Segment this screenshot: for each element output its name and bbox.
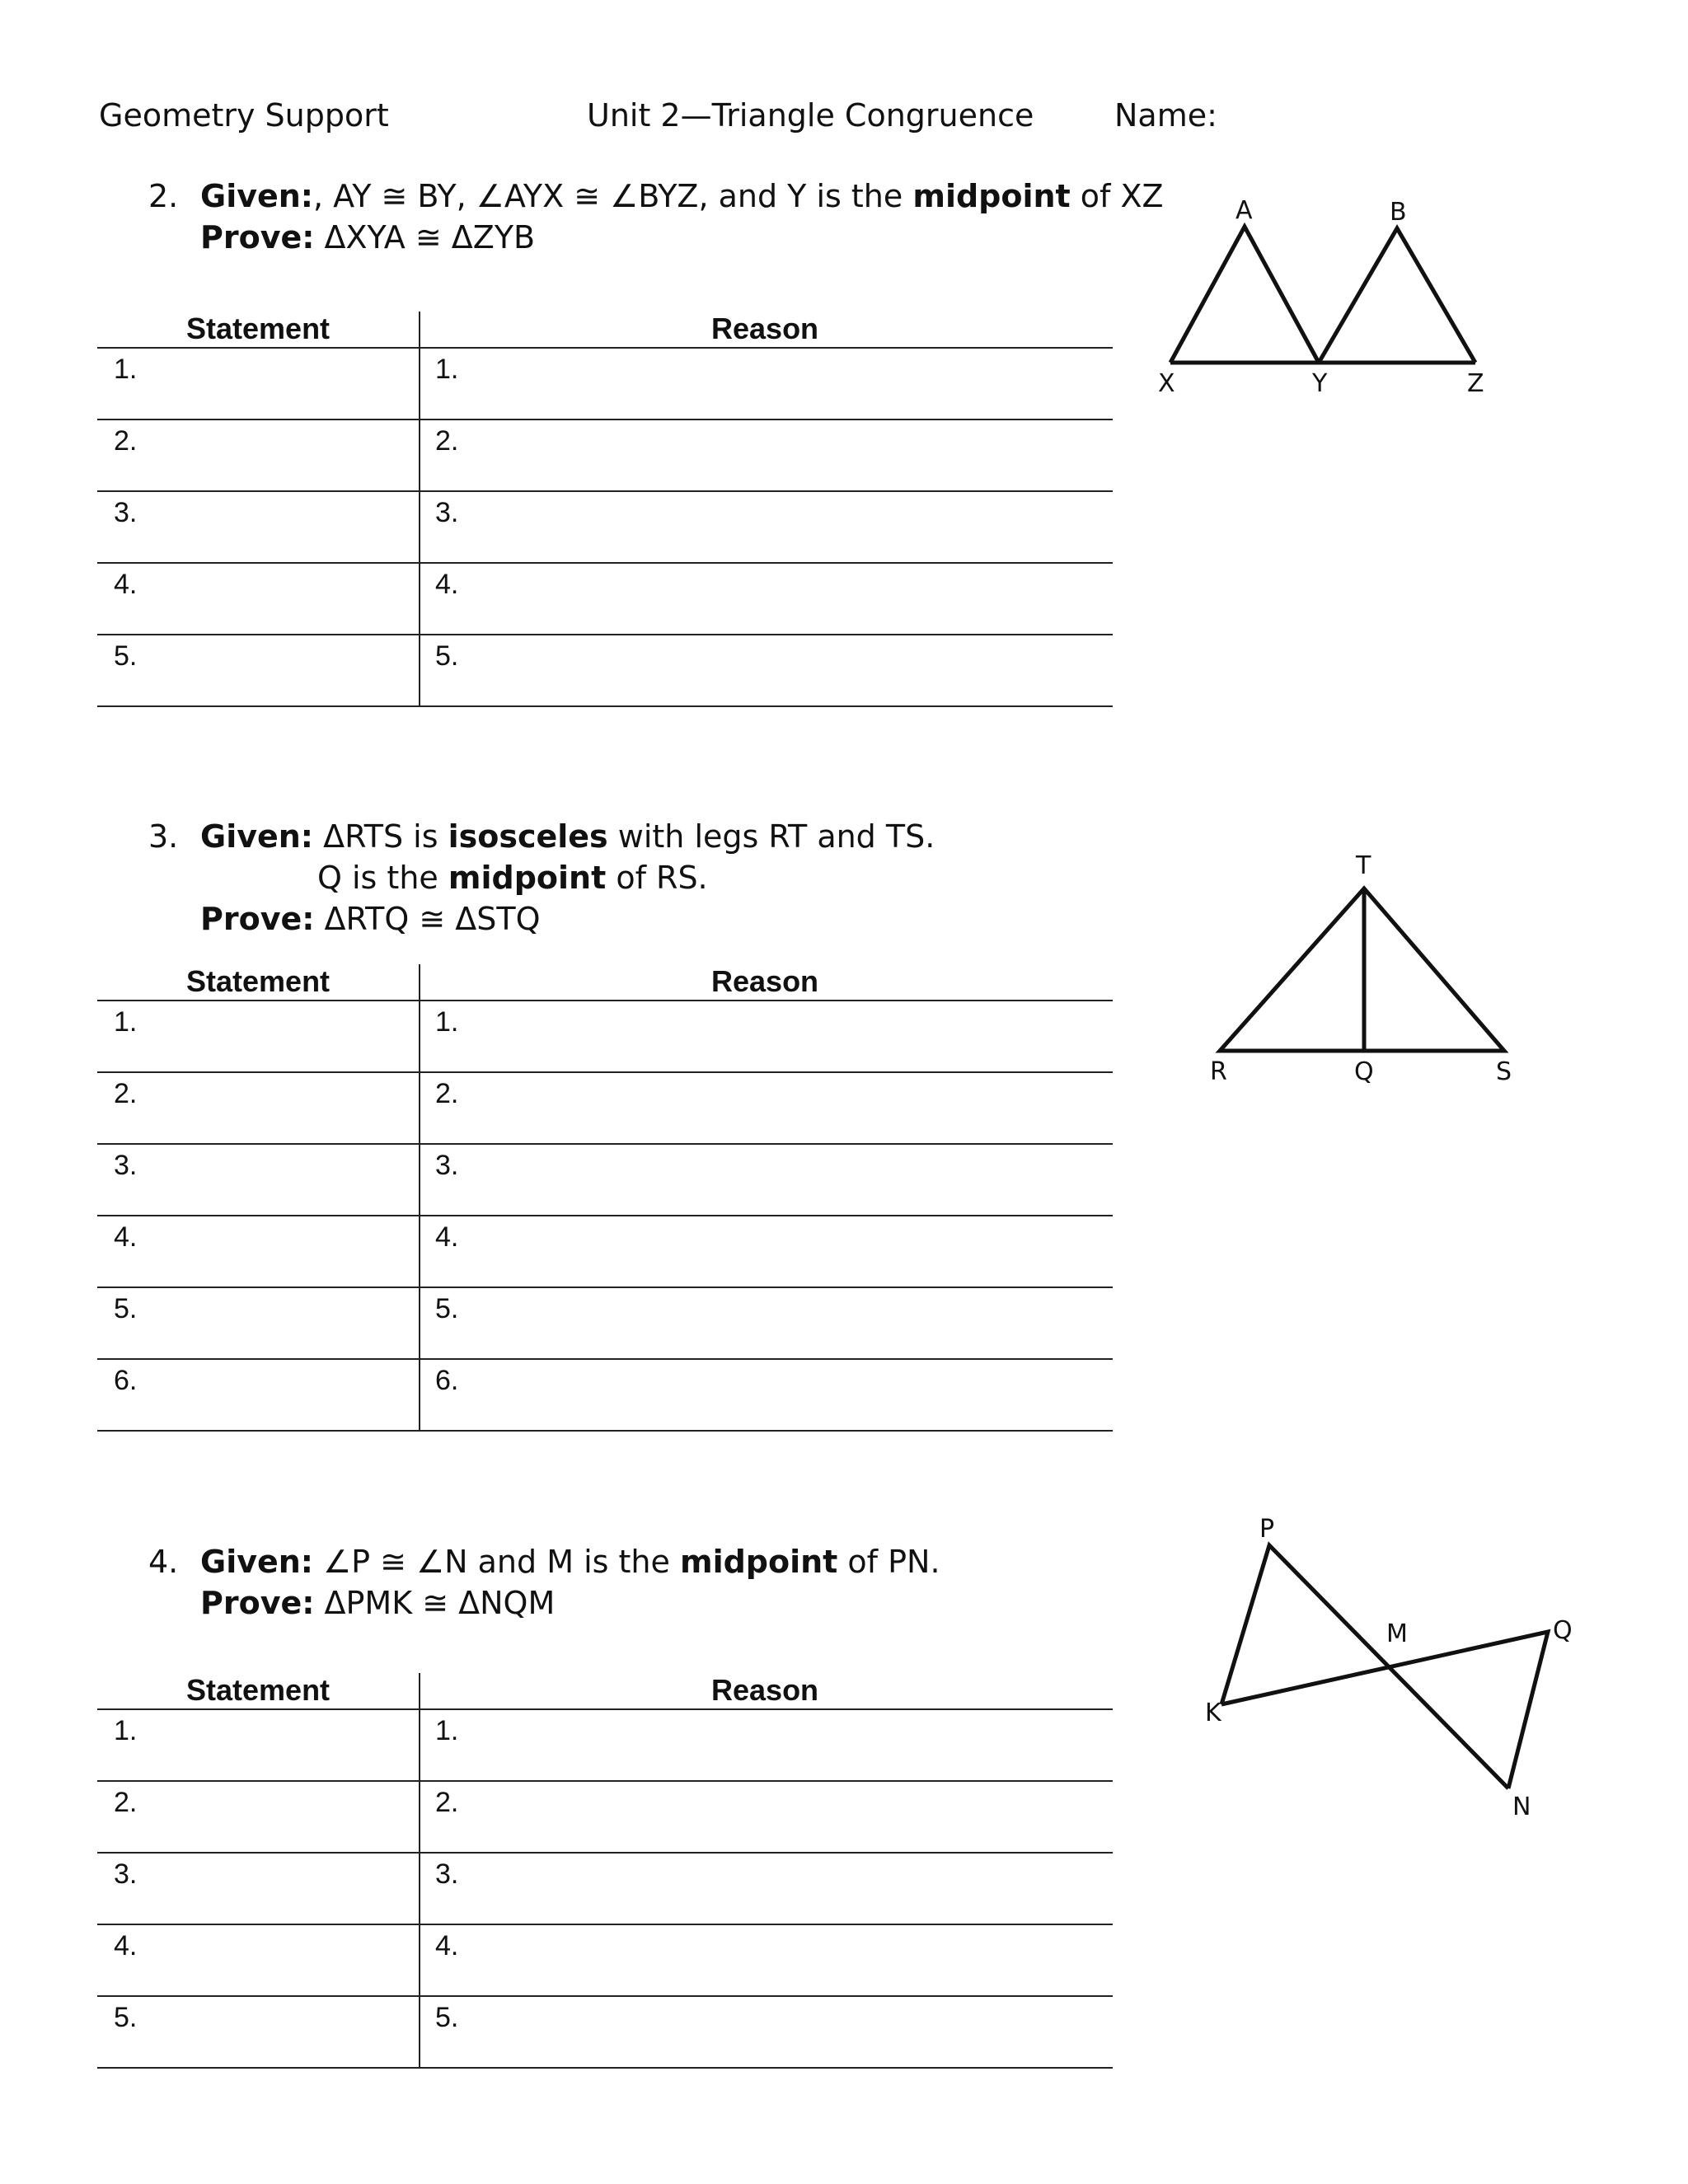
reason-cell[interactable]: 4.: [435, 1930, 459, 1961]
label-z: Z: [1467, 369, 1484, 398]
table-row: [97, 562, 1113, 634]
table-header: [97, 964, 1113, 1000]
reason-cell[interactable]: 2.: [435, 1787, 459, 1818]
reason-cell[interactable]: 4.: [435, 569, 459, 600]
given-text: Q is the: [317, 860, 448, 896]
statement-cell[interactable]: 1.: [114, 354, 138, 385]
given-text-end: of RS.: [606, 860, 708, 896]
statement-header: Statement: [186, 1673, 331, 1707]
label-q: Q: [1553, 1616, 1573, 1645]
prove-label: Prove:: [200, 1585, 315, 1621]
given-bold-term: midpoint: [448, 860, 607, 896]
statement-cell[interactable]: 1.: [114, 1715, 138, 1746]
problem-number: 4.: [148, 1544, 179, 1580]
reason-cell[interactable]: 5.: [435, 1293, 459, 1324]
reason-cell[interactable]: 6.: [435, 1365, 459, 1396]
given-label: Given:: [200, 1544, 314, 1580]
problem-number: 2.: [148, 178, 179, 214]
reason-cell[interactable]: 3.: [435, 1858, 459, 1890]
reason-cell[interactable]: 4.: [435, 1221, 459, 1253]
reason-cell[interactable]: 5.: [435, 640, 459, 672]
reason-cell[interactable]: 3.: [435, 1150, 459, 1181]
reason-cell[interactable]: 2.: [435, 425, 459, 457]
triangle-pkm-sides: [1221, 1545, 1508, 1788]
reason-cell[interactable]: 2.: [435, 1078, 459, 1109]
given-text-end: with legs RT and TS.: [607, 818, 935, 855]
problem-number: 3.: [148, 818, 179, 855]
statement-cell[interactable]: 2.: [114, 425, 138, 457]
triangle-yzb: [1319, 228, 1475, 363]
label-k: K: [1205, 1699, 1221, 1727]
proof-table-3: [97, 964, 1113, 1432]
problem-2-prove-line: [148, 217, 1164, 258]
prove-label: Prove:: [200, 219, 315, 255]
statement-header: Statement: [186, 964, 331, 998]
statement-cell[interactable]: 4.: [114, 569, 138, 600]
table-row: [97, 1286, 1113, 1358]
reason-cell[interactable]: 3.: [435, 497, 459, 528]
problem-4-prove-line: [148, 1582, 940, 1624]
label-y: Y: [1312, 369, 1328, 398]
given-text-end: of XZ: [1070, 178, 1164, 214]
table-header: [97, 1673, 1113, 1708]
reason-header: Reason: [711, 1673, 819, 1707]
reason-cell[interactable]: 1.: [435, 354, 459, 385]
table-row: [97, 634, 1113, 707]
table-row: [97, 419, 1113, 490]
unit-title: Unit 2—Triangle Congruence: [587, 97, 1034, 134]
table-row: [97, 1071, 1113, 1143]
table-row: [97, 347, 1113, 419]
problem-2-given-line: [148, 176, 1164, 217]
statement-cell[interactable]: 5.: [114, 1293, 138, 1324]
table-header: [97, 312, 1113, 347]
label-x: X: [1158, 369, 1175, 398]
figure-triangles-xya-zyb: [1154, 190, 1517, 404]
proof-table-4: [97, 1673, 1113, 2069]
problem-3-prove-line: [148, 898, 935, 940]
proof-table-2: [97, 312, 1113, 707]
label-t: T: [1356, 851, 1372, 880]
given-label: Given:: [200, 818, 314, 855]
label-p: P: [1259, 1515, 1275, 1544]
label-m: M: [1386, 1619, 1408, 1648]
table-row: [97, 1143, 1113, 1215]
table-row: [97, 490, 1113, 562]
reason-cell[interactable]: 1.: [435, 1715, 459, 1746]
prove-text: ΔRTQ ≅ ΔSTQ: [314, 901, 541, 937]
label-n: N: [1512, 1793, 1531, 1821]
label-q: Q: [1354, 1057, 1374, 1086]
prove-text: ΔXYA ≅ ΔZYB: [314, 219, 536, 255]
problem-4-given-line: [148, 1541, 940, 1582]
statement-cell[interactable]: 4.: [114, 1221, 138, 1253]
given-label: Given:: [200, 178, 314, 214]
given-text-end: of PN.: [837, 1544, 940, 1580]
triangle-xya: [1170, 227, 1319, 363]
statement-cell[interactable]: 3.: [114, 497, 138, 528]
statement-cell[interactable]: 2.: [114, 1078, 138, 1109]
table-row: [97, 1708, 1113, 1780]
problem-2-text: [148, 176, 1164, 258]
given-bold-term: midpoint: [679, 1544, 838, 1580]
label-b: B: [1390, 198, 1407, 227]
statement-cell[interactable]: 3.: [114, 1858, 138, 1890]
statement-cell[interactable]: 5.: [114, 2002, 138, 2033]
statement-header: Statement: [186, 312, 331, 345]
table-row: [97, 1000, 1113, 1071]
given-text: ΔRTS is: [313, 818, 448, 855]
given-bold-term: isosceles: [448, 818, 608, 855]
given-text: , AY ≅ BY, ∠AYX ≅ ∠BYZ, and Y is the: [313, 178, 913, 214]
table-row: [97, 1995, 1113, 2069]
reason-header: Reason: [711, 964, 819, 998]
statement-cell[interactable]: 5.: [114, 640, 138, 672]
label-r: R: [1210, 1057, 1227, 1086]
label-s: S: [1496, 1057, 1512, 1086]
problem-3-text: [148, 816, 935, 940]
name-label: Name:: [1114, 97, 1217, 134]
table-row: [97, 1852, 1113, 1924]
table-row: [97, 1215, 1113, 1286]
table-row: [97, 1780, 1113, 1852]
reason-cell[interactable]: 5.: [435, 2002, 459, 2033]
reason-cell[interactable]: 1.: [435, 1006, 459, 1038]
triangle-qnm-sides: [1221, 1632, 1548, 1788]
statement-cell[interactable]: 4.: [114, 1930, 138, 1961]
statement-cell[interactable]: 3.: [114, 1150, 138, 1181]
prove-text: ΔPMK ≅ ΔNQM: [314, 1585, 556, 1621]
problem-3-given-line-2: [148, 857, 935, 898]
reason-header: Reason: [711, 312, 819, 345]
prove-label: Prove:: [200, 901, 315, 937]
table-row: [97, 1358, 1113, 1432]
figure-bowtie-triangles: [1195, 1508, 1591, 1821]
table-row: [97, 1924, 1113, 1995]
problem-3-given-line: [148, 816, 935, 857]
course-title: Geometry Support: [99, 97, 389, 134]
label-a: A: [1236, 196, 1253, 225]
problem-4-text: [148, 1541, 940, 1624]
statement-cell[interactable]: 6.: [114, 1365, 138, 1396]
figure-triangle-rts: [1195, 841, 1541, 1104]
given-text: ∠P ≅ ∠N and M is the: [313, 1544, 680, 1580]
given-bold-term: midpoint: [912, 178, 1071, 214]
statement-cell[interactable]: 2.: [114, 1787, 138, 1818]
statement-cell[interactable]: 1.: [114, 1006, 138, 1038]
